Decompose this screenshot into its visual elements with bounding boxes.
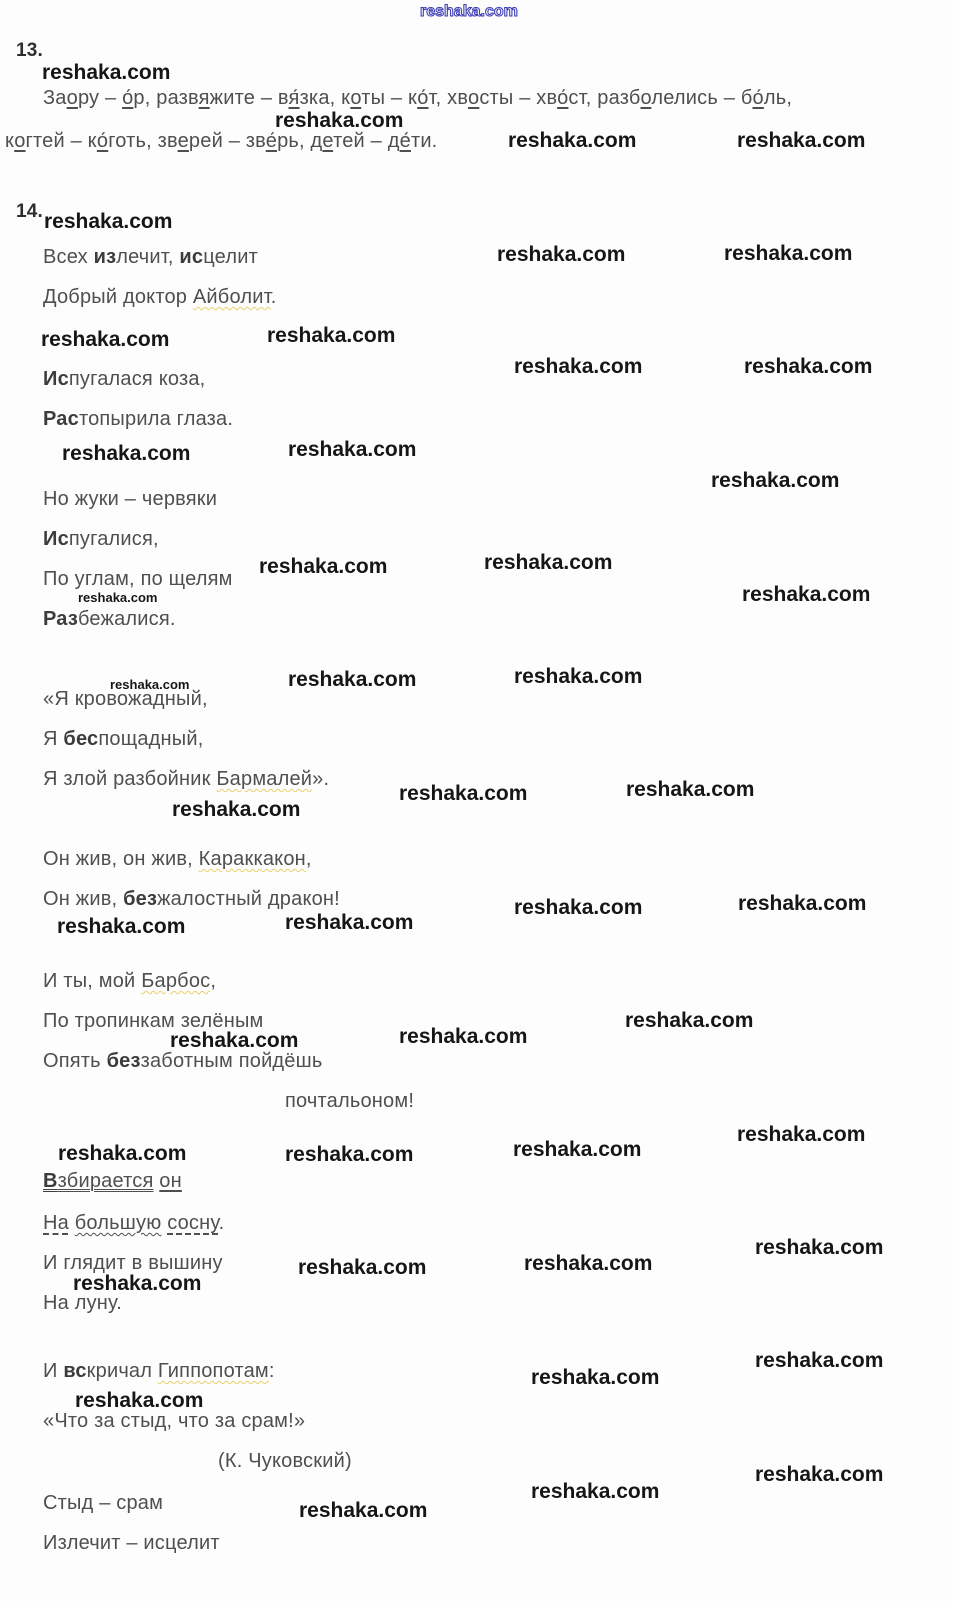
text-segment: пощадный, [98,728,204,750]
text-segment: без [123,888,158,910]
poem-line-11 [43,768,329,790]
poem-line-6 [43,528,159,550]
text-segment: Он жив, [43,888,124,910]
word-pair-line-1 [43,1492,163,1514]
text-segment: Излечит – исцелит [43,1532,220,1554]
text-segment: е [322,130,334,152]
text-segment: 13. [16,40,44,61]
watermark: reshaka.com [737,129,866,152]
text-segment: «Я кровожадный, [43,688,208,710]
watermark: reshaka.com [626,778,755,801]
text-segment: о [467,87,480,109]
text-segment: о́ [752,87,764,109]
poem-line-8 [43,608,176,630]
poem-line-7 [43,568,233,590]
text-segment: гтей – к [25,130,97,152]
text-segment: Бармалей [216,768,313,790]
text-segment: бежалися. [78,608,176,630]
text-segment: о́ [96,130,109,152]
text-segment: я [198,87,210,109]
watermark: reshaka.com [73,1272,202,1295]
watermark: reshaka.com [75,1389,204,1412]
text-segment: о́ [557,87,569,109]
text-segment: На луну. [43,1292,122,1314]
poem-line-17 [285,1090,414,1112]
text-segment: к [5,130,15,152]
watermark: reshaka.com [285,1143,414,1166]
text-segment: кричал [86,1360,158,1382]
poem-line-18 [43,1252,223,1274]
text-segment: почтальоном! [285,1090,415,1112]
poem-line-10 [43,728,204,750]
text-segment: Опять [43,1050,107,1072]
text-segment: жалостный дракон! [157,888,340,910]
text-segment: Добрый доктор [43,286,193,308]
text-segment: из [93,246,117,268]
text-segment: По тропинкам зелёным [43,1010,264,1032]
text-segment: По углам, по щелям [43,568,233,590]
text-segment: И [43,1360,64,1382]
text-segment: Стыд – срам [43,1492,164,1514]
watermark: reshaka.com [755,1463,884,1486]
watermark: reshaka.com [508,129,637,152]
watermark: reshaka.com [744,355,873,378]
text-segment: заботным пойдёшь [140,1050,323,1072]
watermark: reshaka.com [170,1029,299,1052]
text-segment: е́ [265,130,278,152]
watermark: reshaka.com [531,1366,660,1389]
text-segment: И ты, мой [43,970,142,992]
poem-line-19 [43,1292,122,1314]
watermark: reshaka.com [399,782,528,805]
poem-line-21 [43,1410,305,1432]
watermark: reshaka.com [172,798,301,821]
text-segment: рей – зв [188,130,266,152]
text-segment: о́ [417,87,429,109]
watermark: reshaka.com [711,469,840,492]
watermark: reshaka.com [110,677,190,692]
poem-line-2 [43,286,277,308]
text-segment: пугалися, [68,528,159,550]
poem-line-16 [43,1050,323,1072]
text-segment: бес [63,728,99,750]
watermark: reshaka.com [259,555,388,578]
ex13-answer-line-2 [5,130,437,152]
exercise-14-number [16,202,43,223]
text-segment: е́ [399,130,411,152]
watermark: reshaka.com [513,1138,642,1161]
text-segment: о́ [122,87,134,109]
text-segment: збирается [57,1170,154,1192]
text-segment: рь, д [277,130,323,152]
text-segment: Раз [43,608,78,630]
text-segment: сты – хв [479,87,558,109]
text-segment: 14. [16,201,44,222]
text-segment: В [43,1170,58,1192]
poem-line-12 [43,848,312,870]
poem-line-5 [43,488,217,510]
text-segment: ру – [77,87,123,109]
exercise-13-number [16,41,43,62]
watermark: reshaka.com [399,1025,528,1048]
text-segment: готь, зв [108,130,178,152]
text-segment: Ис [43,528,69,550]
poem-line-9 [43,688,208,710]
text-segment: топырила глаза. [78,408,234,430]
watermark: reshaka.com [755,1236,884,1259]
text-segment: ст, разб [568,87,641,109]
watermark: reshaka.com [267,324,396,347]
watermark: reshaka.com [531,1480,660,1503]
text-segment: Я [43,728,64,750]
ex13-answer-line-1 [43,87,792,109]
text-segment: : [268,1360,275,1382]
text-segment: жите – в [209,87,289,109]
watermark: reshaka.com [484,551,613,574]
text-segment: зка, к [299,87,351,109]
watermark: reshaka.com [299,1499,428,1522]
watermark: reshaka.com [514,665,643,688]
poem-line-3 [43,368,205,390]
watermark: reshaka.com [285,911,414,934]
text-segment: о [350,87,362,109]
text-segment: лелись – б [651,87,753,109]
text-segment: , [210,970,217,992]
watermark: reshaka.com [288,438,417,461]
text-segment: сосну [167,1212,219,1234]
text-segment: ль, [763,87,793,109]
poem-line-14 [43,970,216,992]
watermark: reshaka.com [44,210,173,233]
watermark: reshaka.com [742,583,871,606]
watermark: reshaka.com [41,328,170,351]
text-segment: вс [63,1360,87,1382]
text-segment: е [177,130,189,152]
text-segment: без [106,1050,141,1072]
text-segment: Караккакон [198,848,306,870]
text-segment: ти. [410,130,438,152]
text-segment: И глядит в вышину [43,1252,223,1274]
text-segment: о [14,130,26,152]
text-segment: На [43,1212,69,1234]
text-segment: . [270,286,277,308]
text-segment: целит [203,246,258,268]
text-segment: Гиппопотам [157,1360,269,1382]
watermark: reshaka.com [288,668,417,691]
text-segment: большую [74,1212,162,1234]
text-segment: , [305,848,312,870]
watermark: reshaka.com [62,442,191,465]
poem-line-20 [43,1360,275,1382]
text-segment: За [43,87,67,109]
text-segment: р, разв [133,87,199,109]
watermark-outline: reshaka.com [420,3,518,20]
text-segment: Но жуки – червяки [43,488,218,510]
watermark: reshaka.com [275,109,404,132]
watermark: reshaka.com [625,1009,754,1032]
text-segment: пугалася коза, [68,368,206,390]
parsed-sentence-line-1 [43,1170,182,1192]
watermark: reshaka.com [78,590,158,605]
text-segment: . [218,1212,225,1234]
text-segment: т, хв [428,87,468,109]
watermark: reshaka.com [524,1252,653,1275]
text-segment: тей – д [333,130,400,152]
text-segment: Ис [43,368,69,390]
watermark: reshaka.com [738,892,867,915]
text-segment: он [159,1170,182,1192]
text-segment: Он жив, он жив, [43,848,199,870]
text-segment: ты – к [361,87,418,109]
text-segment: Айболит [192,286,271,308]
parsed-sentence-line-2 [43,1212,224,1234]
text-segment: (К. Чуковский) [218,1450,352,1472]
text-segment: о [640,87,652,109]
text-segment: Рас [43,408,79,430]
watermark: reshaka.com [737,1123,866,1146]
watermark: reshaka.com [755,1349,884,1372]
text-segment: я́ [288,87,300,109]
watermark: reshaka.com [514,896,643,919]
word-pair-line-2 [43,1532,220,1554]
text-segment: ». [312,768,330,790]
watermark: reshaka.com [514,355,643,378]
poem-line-4 [43,408,233,430]
poem-line-13 [43,888,340,910]
watermark: reshaka.com [298,1256,427,1279]
watermark: reshaka.com [497,243,626,266]
watermark: reshaka.com [42,61,171,84]
poem-line-1 [43,246,258,268]
author-line [218,1450,352,1472]
text-segment: Барбос [141,970,211,992]
text-segment: о [66,87,78,109]
watermark: reshaka.com [58,1142,187,1165]
text-segment: ис [179,246,204,268]
poem-line-15 [43,1010,264,1032]
text-segment: лечит, [116,246,180,268]
text-segment: Я злой разбойник [43,768,217,790]
watermark: reshaka.com [724,242,853,265]
text-segment: «Что за стыд, что за срам!» [43,1410,306,1432]
watermark: reshaka.com [57,915,186,938]
text-segment: Всех [43,246,94,268]
